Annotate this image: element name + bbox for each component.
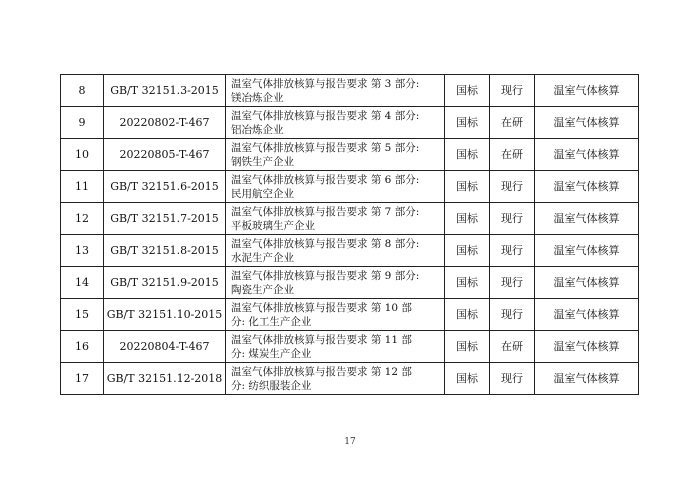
standard-category-cell: 温室气体核算 <box>535 331 639 363</box>
standard-name-cell <box>226 203 445 235</box>
standard-code-cell: GB/T 32151.10-2015 <box>104 299 226 331</box>
standard-category-cell: 温室气体核算 <box>535 139 639 171</box>
standard-name-cell <box>226 235 445 267</box>
row-number-cell: 17 <box>61 363 104 395</box>
standard-level-cell: 国标 <box>445 203 490 235</box>
standard-name-line-1: 温室气体排放核算与报告要求 第 7 部分: <box>231 205 420 218</box>
table-row <box>61 171 639 203</box>
standard-level-cell: 国标 <box>445 107 490 139</box>
table-row <box>61 203 639 235</box>
standard-status-cell: 在研 <box>490 107 535 139</box>
standard-level-cell: 国标 <box>445 331 490 363</box>
standard-level-cell: 国标 <box>445 235 490 267</box>
standard-name-line-2: 分: 化工生产企业 <box>231 315 312 328</box>
row-number-cell: 10 <box>61 139 104 171</box>
standard-name-line-1: 温室气体排放核算与报告要求 第 3 部分: <box>231 77 420 90</box>
standard-level-cell: 国标 <box>445 139 490 171</box>
standard-category-cell: 温室气体核算 <box>535 203 639 235</box>
row-number-cell: 14 <box>61 267 104 299</box>
standard-name-line-2: 铝冶炼企业 <box>231 123 284 136</box>
standard-name-line-1: 温室气体排放核算与报告要求 第 6 部分: <box>231 173 420 186</box>
standard-status-cell: 现行 <box>490 235 535 267</box>
table-row <box>61 267 639 299</box>
standard-code-cell: GB/T 32151.3-2015 <box>104 75 226 107</box>
standard-code-cell: 20220804-T-467 <box>104 331 226 363</box>
standard-status-cell: 现行 <box>490 203 535 235</box>
row-number-cell: 12 <box>61 203 104 235</box>
table-row <box>61 363 639 395</box>
standard-name-cell <box>226 299 445 331</box>
row-number-cell: 13 <box>61 235 104 267</box>
table-row <box>61 331 639 363</box>
standard-code-cell: 20220805-T-467 <box>104 139 226 171</box>
standard-name-cell <box>226 139 445 171</box>
page-number: 17 <box>344 437 356 447</box>
standard-name-cell <box>226 267 445 299</box>
standard-level-cell: 国标 <box>445 171 490 203</box>
standard-name-cell <box>226 363 445 395</box>
standard-name-line-1: 温室气体排放核算与报告要求 第 9 部分: <box>231 269 420 282</box>
standard-name-line-2: 平板玻璃生产企业 <box>231 219 315 232</box>
standard-name-line-1: 温室气体排放核算与报告要求 第 8 部分: <box>231 237 420 250</box>
standard-code-cell: GB/T 32151.9-2015 <box>104 267 226 299</box>
standard-status-cell: 在研 <box>490 331 535 363</box>
standard-name-line-1: 温室气体排放核算与报告要求 第 11 部 <box>231 333 412 346</box>
table-row <box>61 235 639 267</box>
standard-name-line-1: 温室气体排放核算与报告要求 第 5 部分: <box>231 141 420 154</box>
row-number-cell: 8 <box>61 75 104 107</box>
standard-code-cell: 20220802-T-467 <box>104 107 226 139</box>
standard-code-cell: GB/T 32151.8-2015 <box>104 235 226 267</box>
standards-table <box>60 74 639 395</box>
standard-name-line-2: 民用航空企业 <box>231 187 294 200</box>
standard-code-cell: GB/T 32151.7-2015 <box>104 203 226 235</box>
standard-category-cell: 温室气体核算 <box>535 235 639 267</box>
standard-code-cell: GB/T 32151.12-2018 <box>104 363 226 395</box>
standard-status-cell: 现行 <box>490 171 535 203</box>
standard-name-line-1: 温室气体排放核算与报告要求 第 10 部 <box>231 301 412 314</box>
table-row <box>61 107 639 139</box>
standard-code-cell: GB/T 32151.6-2015 <box>104 171 226 203</box>
standard-category-cell: 温室气体核算 <box>535 171 639 203</box>
standard-name-line-2: 镁冶炼企业 <box>231 91 284 104</box>
standards-table-body <box>61 75 639 395</box>
standard-level-cell: 国标 <box>445 75 490 107</box>
standard-name-cell <box>226 171 445 203</box>
standard-name-line-2: 钢铁生产企业 <box>231 155 294 168</box>
standard-status-cell: 现行 <box>490 267 535 299</box>
row-number-cell: 9 <box>61 107 104 139</box>
table-row <box>61 299 639 331</box>
standard-status-cell: 现行 <box>490 299 535 331</box>
standard-level-cell: 国标 <box>445 267 490 299</box>
standard-status-cell: 现行 <box>490 75 535 107</box>
row-number-cell: 11 <box>61 171 104 203</box>
standard-category-cell: 温室气体核算 <box>535 299 639 331</box>
standard-status-cell: 现行 <box>490 363 535 395</box>
row-number-cell: 16 <box>61 331 104 363</box>
standard-status-cell: 在研 <box>490 139 535 171</box>
standard-category-cell: 温室气体核算 <box>535 267 639 299</box>
standard-name-line-2: 水泥生产企业 <box>231 251 294 264</box>
table-row <box>61 139 639 171</box>
standard-name-line-2: 分: 纺织服装企业 <box>231 379 312 392</box>
standard-level-cell: 国标 <box>445 363 490 395</box>
standard-category-cell: 温室气体核算 <box>535 363 639 395</box>
standard-level-cell: 国标 <box>445 299 490 331</box>
standard-name-cell <box>226 107 445 139</box>
row-number-cell: 15 <box>61 299 104 331</box>
standard-category-cell: 温室气体核算 <box>535 75 639 107</box>
standard-category-cell: 温室气体核算 <box>535 107 639 139</box>
standard-name-line-2: 分: 煤炭生产企业 <box>231 347 312 360</box>
standard-name-line-1: 温室气体排放核算与报告要求 第 12 部 <box>231 365 412 378</box>
standard-name-cell <box>226 331 445 363</box>
standard-name-cell <box>226 75 445 107</box>
standard-name-line-1: 温室气体排放核算与报告要求 第 4 部分: <box>231 109 420 122</box>
standard-name-line-2: 陶瓷生产企业 <box>231 283 294 296</box>
table-row <box>61 75 639 107</box>
